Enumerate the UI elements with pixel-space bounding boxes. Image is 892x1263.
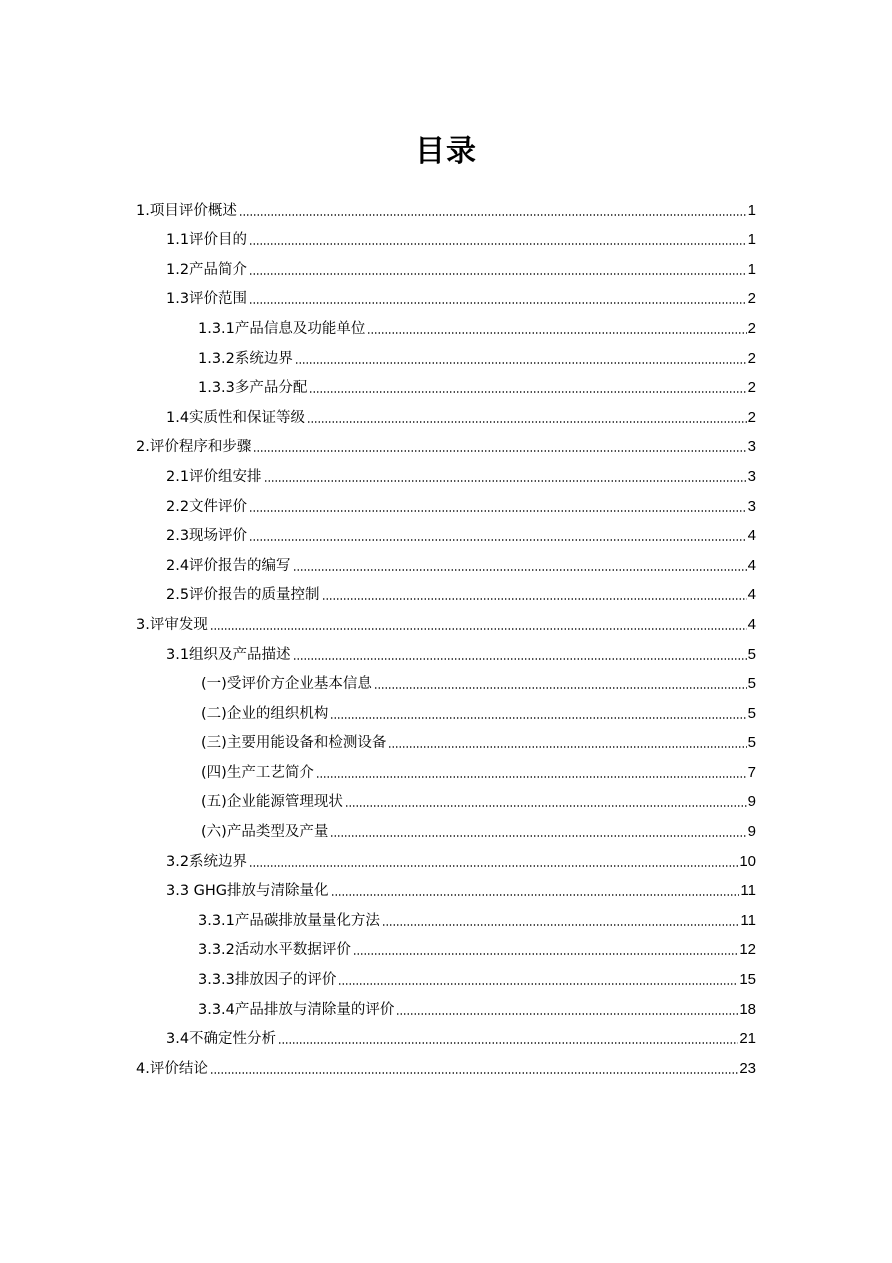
toc-entry-title: 4.评价结论	[136, 1060, 208, 1077]
toc-entry[interactable]	[0, 1049, 892, 1079]
toc-entry[interactable]	[0, 990, 892, 1020]
toc-page-number: 5	[747, 645, 756, 663]
toc-page-number: 1	[747, 201, 756, 219]
toc-entry-title: (六)产品类型及产量	[201, 824, 329, 841]
toc-entry[interactable]	[0, 398, 892, 428]
toc-entry[interactable]	[0, 635, 892, 665]
toc-leader-dots	[239, 213, 747, 217]
toc-entry[interactable]	[0, 457, 892, 487]
toc-entry-title: (三)主要用能设备和检测设备	[201, 735, 387, 752]
toc-entry-title: 1.项目评价概述	[136, 202, 237, 219]
toc-leader-dots	[353, 952, 738, 956]
toc-entry-title: 2.1评价组安排	[166, 468, 262, 485]
toc-entry[interactable]	[0, 665, 892, 695]
toc-entry[interactable]	[0, 517, 892, 547]
toc-entry[interactable]	[0, 783, 892, 813]
toc-page-number: 3	[747, 497, 756, 515]
toc-page-number: 23	[739, 1059, 756, 1077]
toc-entry-title: 3.3.2活动水平数据评价	[198, 942, 351, 959]
toc-page-number: 2	[747, 379, 756, 397]
toc-leader-dots	[249, 301, 747, 305]
toc-entry-title: 3.3 GHG排放与清除量化	[166, 883, 329, 900]
toc-leader-dots	[249, 864, 738, 868]
toc-page-number: 9	[747, 793, 756, 811]
toc-page-number: 4	[747, 615, 756, 633]
toc-title: 目录	[415, 134, 477, 169]
toc-page-number: 2	[747, 408, 756, 426]
toc-page-number: 1	[747, 260, 756, 278]
toc-entry[interactable]	[0, 931, 892, 961]
toc-entry-title: 3.3.1产品碳排放量量化方法	[198, 912, 380, 929]
toc-page-number: 1	[747, 231, 756, 249]
toc-entry-title: 1.4实质性和保证等级	[166, 409, 306, 426]
toc-entry[interactable]	[0, 872, 892, 902]
toc-leader-dots	[249, 272, 747, 276]
toc-entry-title: 1.3.1产品信息及功能单位	[198, 320, 366, 337]
toc-page-number: 4	[747, 586, 756, 604]
toc-page-number: 5	[747, 675, 756, 693]
toc-leader-dots	[253, 449, 746, 453]
toc-entry-title: 2.3现场评价	[166, 528, 248, 545]
toc-entry[interactable]	[0, 428, 892, 458]
toc-leader-dots	[338, 982, 738, 986]
toc-entry[interactable]	[0, 1020, 892, 1050]
toc-entry[interactable]	[0, 339, 892, 369]
toc-page-number: 10	[739, 852, 756, 870]
toc-page-number: 12	[739, 941, 756, 959]
toc-page-number: 7	[747, 763, 756, 781]
toc-page-number: 18	[739, 1000, 756, 1018]
toc-leader-dots	[249, 242, 747, 246]
toc-page-number: 21	[739, 1030, 756, 1048]
toc-entry-title: 3.1组织及产品描述	[166, 646, 291, 663]
toc-page-number: 5	[747, 704, 756, 722]
toc-page-number: 11	[740, 911, 756, 929]
toc-entry[interactable]	[0, 191, 892, 221]
toc-entry[interactable]	[0, 576, 892, 606]
toc-entry-title: 1.3评价范围	[166, 291, 248, 308]
toc-entry-title: 1.3.3多产品分配	[198, 380, 308, 397]
toc-entry-title: (四)生产工艺简介	[201, 764, 314, 781]
toc-entry[interactable]	[0, 369, 892, 399]
toc-leader-dots	[309, 390, 746, 394]
toc-leader-dots	[382, 923, 740, 927]
toc-entry-title: 3.评审发现	[136, 616, 208, 633]
toc-entry[interactable]	[0, 960, 892, 990]
toc-entry[interactable]	[0, 487, 892, 517]
toc-leader-dots	[374, 686, 747, 690]
toc-entry[interactable]	[0, 812, 892, 842]
toc-entry-title: 3.3.4产品排放与清除量的评价	[198, 1001, 395, 1018]
toc-leader-dots	[278, 1041, 738, 1045]
toc-entry-title: 1.3.2系统边界	[198, 350, 293, 367]
toc-leader-dots	[316, 775, 747, 779]
toc-leader-dots	[264, 479, 747, 483]
toc-leader-dots	[293, 657, 747, 661]
toc-entry[interactable]	[0, 901, 892, 931]
toc-leader-dots	[249, 509, 747, 513]
toc-entry-title: (二)企业的组织机构	[201, 705, 329, 722]
toc-leader-dots	[331, 893, 740, 897]
toc-leader-dots	[293, 568, 747, 572]
toc-leader-dots	[330, 834, 746, 838]
toc-entry-title: 2.4评价报告的编写	[166, 557, 291, 574]
toc-entry-title: 2.2文件评价	[166, 498, 248, 515]
toc-list	[0, 191, 892, 1079]
toc-page-number: 2	[747, 319, 756, 337]
toc-page-number: 9	[747, 823, 756, 841]
toc-entry-title: 2.5评价报告的质量控制	[166, 587, 320, 604]
toc-leader-dots	[322, 597, 747, 601]
toc-page-number: 15	[739, 971, 756, 989]
toc-leader-dots	[330, 716, 746, 720]
toc-leader-dots	[210, 627, 747, 631]
toc-page-number: 4	[747, 527, 756, 545]
toc-leader-dots	[367, 331, 746, 335]
toc-entry-title: 3.2系统边界	[166, 853, 248, 870]
toc-page-number: 4	[747, 556, 756, 574]
toc-leader-dots	[345, 804, 747, 808]
toc-page-number: 5	[747, 734, 756, 752]
toc-page-number: 11	[740, 882, 756, 900]
toc-entry[interactable]	[0, 546, 892, 576]
toc-leader-dots	[388, 745, 746, 749]
toc-leader-dots	[307, 420, 747, 424]
toc-entry[interactable]	[0, 309, 892, 339]
toc-entry[interactable]	[0, 724, 892, 754]
toc-entry[interactable]	[0, 221, 892, 251]
toc-entry-title: (五)企业能源管理现状	[201, 794, 343, 811]
toc-entry[interactable]	[0, 605, 892, 635]
toc-page-number: 3	[747, 438, 756, 456]
toc-entry-title: 2.评价程序和步骤	[136, 439, 252, 456]
toc-page-number: 3	[747, 467, 756, 485]
toc-leader-dots	[210, 1071, 738, 1075]
toc-leader-dots	[249, 538, 747, 542]
toc-entry[interactable]	[0, 280, 892, 310]
toc-entry-title: 1.1评价目的	[166, 232, 248, 249]
toc-entry-title: 3.3.3排放因子的评价	[198, 972, 337, 989]
toc-page-number: 2	[747, 290, 756, 308]
toc-leader-dots	[396, 1012, 738, 1016]
toc-leader-dots	[295, 361, 747, 365]
toc-entry[interactable]	[0, 753, 892, 783]
toc-entry[interactable]	[0, 694, 892, 724]
toc-entry-title: 3.4不确定性分析	[166, 1031, 277, 1048]
toc-entry-title: (一)受评价方企业基本信息	[201, 676, 372, 693]
toc-entry-title: 1.2产品简介	[166, 261, 248, 278]
toc-entry[interactable]	[0, 842, 892, 872]
toc-entry[interactable]	[0, 250, 892, 280]
toc-page-number: 2	[747, 349, 756, 367]
